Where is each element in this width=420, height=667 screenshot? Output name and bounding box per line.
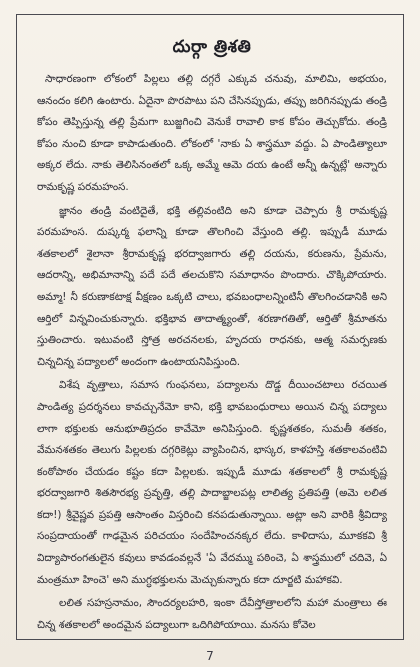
page-title: దుర్గా త్రిశతి — [172, 37, 252, 57]
page-number: 7 — [206, 649, 214, 663]
paragraph-2: జ్ఞానం తండ్రి వంటిదైతే, భక్తి తల్లివంటిది అని కూడా చెప్పారు శ్రీ రామకృష్ణ పరమహంస. దుష్కర్మ ఫలాన్ని కూడా తొలగించి వేస్తుంది తల్లి. ఇప్పుడీ మూడు శతకాలలో శైలానా శ్రీరామకృష్ణ భరద్వాజగారు తల్లి దయను, కరుణను, ప్రేమను, ఆదరాన్ని, అభిమానాన్ని పదే పదే తలచుకొని సమాధానం పొందారు. చొక్కిపోయారు. అమ్మా! నీ కరుణాకటాక్ష వీక్షణం ఒక్కటి చాలు, భవబంధాలన్నింటినీ తొలగించడానికి అని ఆర్తిలో విన్నవించుకున్నారు. భక్తిభావ తాదాత్మ్యంతో, శరణాగతితో, ఆర్తితో శ్రీమాతను స్తుతించారు. ఇటువంటి స్తోత్ర అరచనలకు, హృదయ రాధనకు, ఆత్మ సమర్పణకు చిన్నచిన్న పద్యాలలో అందంగా ఉంటాయనిపిస్తుంది. — [37, 204, 387, 368]
paragraph-1: సాధారణంగా లోకంలో పిల్లలు తల్లి దగ్గరే ఎక్కువ చనువు, మాలిమి, అభయం, ఆనందం కలిగి ఉంటారు. ఏదైనా పొరపాటు పని చేసినప్పుడు, తప్పు జరిగినప్పుడు తండ్రి కోపం తెప్పిస్తున్న తల్లి ప్రేమగా బుజ్జగించి వెనుకే రావాలి కాక కోపం తెచ్చుకోదు. తండ్రి కోపం నుంచి కూడా కాపాడుతుంది. లోకంలో 'నాకు ఏ శాస్త్రమూ వద్దు. ఏ పాండిత్యాలూ అక్కర లేదు. నాకు తెలిసినంతలో ఒక్క అమ్మే ఆమె దయ ఉంటే అన్నీ ఉన్నట్లే' అన్నారు రామకృష్ణ పరమహంస. — [37, 73, 387, 193]
paragraph-3: విశేష వృత్తాలు, సమాస గుంఫనలు, పద్యాలను దొడ్డ దీయించటాలు రచయిత పాండిత్య ప్రదర్శనలు కావచ్చునేమో కాని, భక్తి భావబంధురాలు అయిన చిన్న పద్యాలు లాగా భక్తులకు ఆనుభూతిప్రదం కావేమో అనిపిస్తుంది. కృష్ణశతకం, సుమతీ శతకం, వేమనశతకం తెలుగు పిల్లలకు దగ్గరికెట్లు వ్యాపించిన, భాస్కర, కాళహస్తి శతకాలవంటివి కంఠోపాఠం చేయడం కష్టం కదా పిల్లలకు. ఇప్పుడీ మూడు శతకాలలో శ్రీ రామకృష్ణ భరద్వాజగారి శితసౌరభ్య ప్రవృత్తి, తల్లి పాదాబ్జాలపట్ల లాలిత్య ప్రతిపత్తి (అమె లలిత కదా!) శ్రీవైష్ణవ ప్రపత్తి ఆసాంతం విస్తరించి కనపడుతున్నాయి. అట్లా అని వారికి శ్రీవిద్యా సంప్రదాయంతో గాఢమైన పరిచయం సందేహించనక్కర లేదు. కాళిదాసు, మూకకవి శ్రీ విద్యాపారంగతులైన కవులు కావడంవల్లనే 'ఏ వేదమ్ము పఠించె, ఏ శాస్త్రములో చదివె, ఏ మంత్రమూ హించె' అని ముగ్ధభక్తులను మెచ్చుకున్నారు కదా దూర్జటి మహాకవి. — [37, 379, 387, 586]
paragraph-4: లలిత సహస్రనామం, సౌందర్యలహరి, ఇంకా దేవీస్తోత్రాలలోని మహా మంత్రాలు ఈ చిన్న శతకాలలో అందమైన పద్యాలుగా ఒదిగిపోయాయి. మనసు కోవెల — [37, 597, 387, 631]
page-border-frame — [16, 14, 404, 640]
